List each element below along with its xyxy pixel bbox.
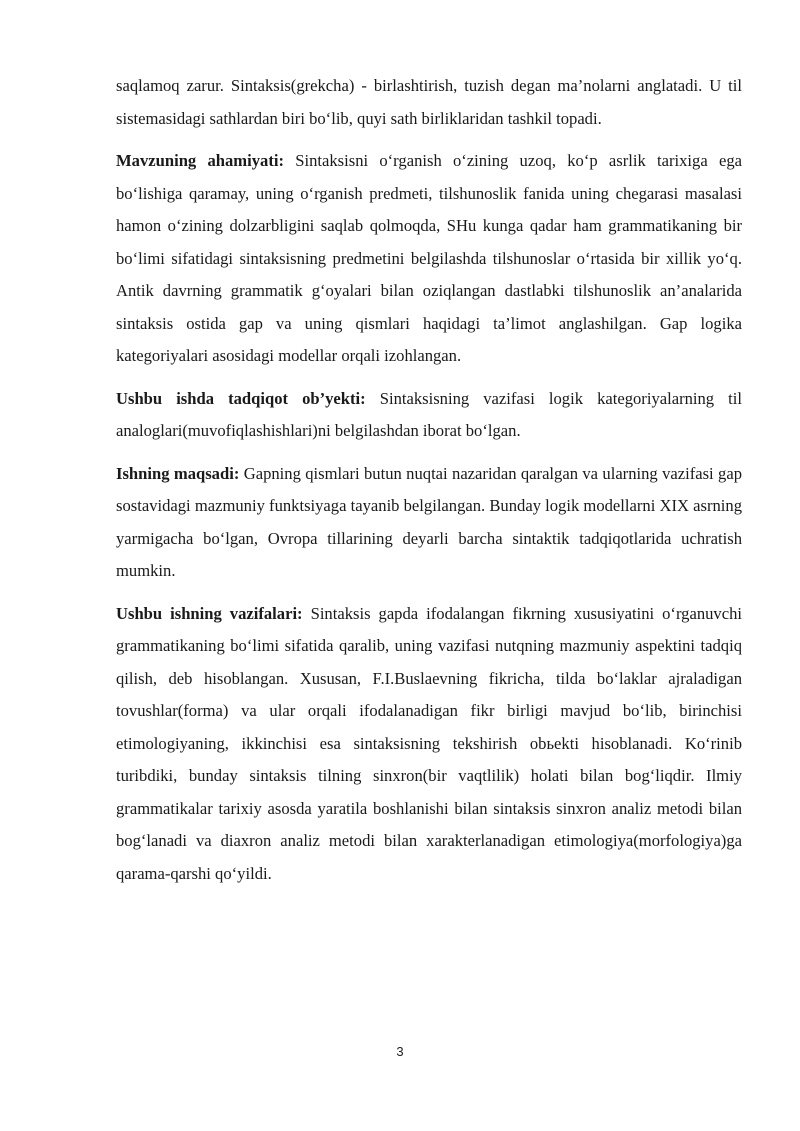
paragraph-heading: Ushbu ishning vazifalari: [116, 603, 303, 623]
page-number: 3 [396, 1044, 404, 1059]
paragraph-text: Sintaksisning vazifasi logik kategoriyalarning til analoglari(muvofiqlashishlari)ni belgilashdan iborat bo‘lgan. [116, 388, 742, 440]
paragraph-text: saqlamoq zarur. Sintaksis(grekcha) - birlashtirish, tuzish degan ma’nolarni anglatadi. U til sistemasidagi sathlardan biri bo‘lib, quyi sath birliklaridan tashkil topadi. [116, 76, 742, 128]
paragraph-text: Gapning qismlari butun nuqtai nazaridan qaralgan va ularning vazifasi gap sostavidagi mazmuniy funktsiyaga tayanib belgilangan. Bunday logik modellarni XIX asrning yarmigacha bo‘lgan, Ovropa tillarining deyarli barcha sintaktik tadqiqotlarida uchratish mumkin. [116, 463, 743, 580]
paragraph-goal [116, 458, 742, 588]
paragraph-heading: Ishning maqsadi: [116, 463, 240, 483]
paragraph-text: Sintaksisni o‘rganish o‘zining uzoq, ko‘p asrlik tarixiga ega bo‘lishiga qaramay, uning o‘rganish predmeti, tilshunoslik fanida uning chegarasi masalasi hamon o‘zining dolzarbligini saqlab qolmoqda, SHu kunga qadar ham grammatikaning bir bo‘limi sifatidagi sintaksisning predmetini belgilashda tilshunoslar o‘rtasida bir xillik yo‘q. Antik davrning grammatik g‘oyalari bilan oziqlangan dastlabki tilshunoslik an’analarida sintaksis ostida gap va uning qismlari haqidagi ta’limot anglashilgan. Gap logika kategoriyalari asosidagi modellar orqali izohlangan. [116, 151, 742, 365]
paragraph-importance [116, 145, 742, 373]
paragraph-research-object [116, 383, 742, 448]
paragraph-intro [116, 70, 742, 135]
paragraph-tasks [116, 598, 742, 891]
paragraph-heading: Ushbu ishda tadqiqot ob’yekti: [116, 388, 366, 408]
paragraph-text: Sintaksis gapda ifodalangan fikrning xususiyatini o‘rganuvchi grammatikaning bo‘limi sifatida qaralib, uning vazifasi nutqning mazmuniy aspektini tadqiq qilish, deb hisoblangan. Xususan, F.I.Buslaevning fikricha, tilda bo‘laklar ajraladigan tovushlar(forma) va ular orqali ifodalanadigan fikr birligi mavjud bo‘lib, birinchisi etimologiyaning, ikkinchisi esa sintaksisning tekshirish obьekti hisoblanadi. Ko‘rinib turibdiki, bunday sintaksis tilning sinxron(bir vaqtlilik) holati bilan bog‘liqdir. Ilmiy grammatikalar tarixiy asosda yaratila boshlanishi bilan sintaksis sinxron analiz metodi bilan bog‘lanadi va diaxron analiz metodi bilan xarakterlanadigan etimologiya(morfologiya)ga qarama-qarshi qo‘yildi. [116, 603, 743, 883]
paragraph-heading: Mavzuning ahamiyati: [116, 151, 284, 170]
document-body [116, 70, 742, 900]
